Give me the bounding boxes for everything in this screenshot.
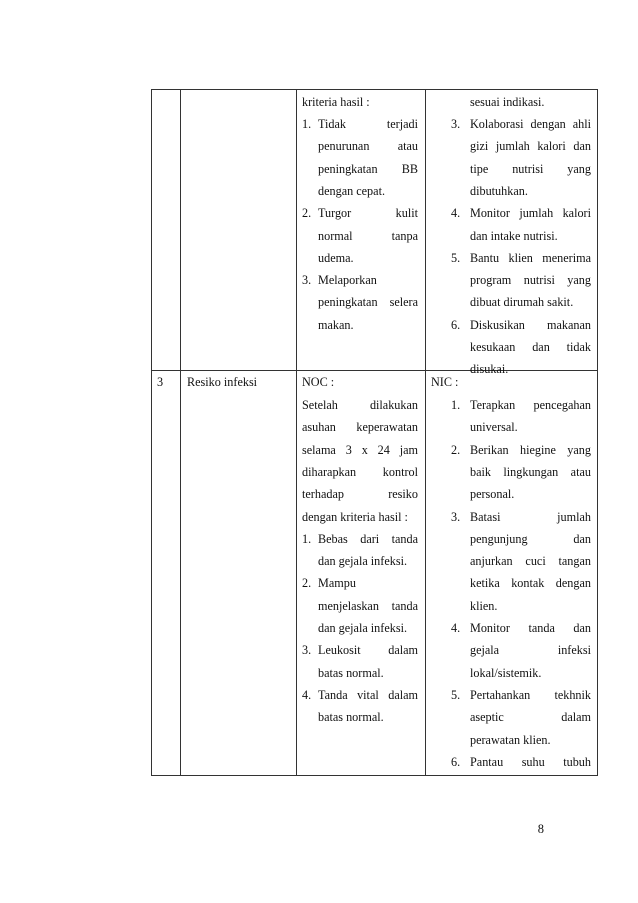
list-item-line <box>470 688 591 702</box>
word: Bantu <box>470 250 500 265</box>
list-item-line <box>470 621 591 635</box>
col-line-1 <box>180 89 181 776</box>
list-number: 5. <box>451 250 461 265</box>
word: jumlah <box>495 139 530 154</box>
word: Batasi <box>470 509 501 524</box>
list-item-line <box>318 643 418 657</box>
word: tangan <box>558 554 591 569</box>
list-item-line <box>470 398 591 412</box>
word: dengan <box>555 576 591 591</box>
word: diharapkan <box>302 464 357 479</box>
word: suhu <box>521 754 545 769</box>
noc-intro-line <box>302 487 418 501</box>
list-item-line: dan gejala infeksi. <box>318 554 408 569</box>
list-number: 6. <box>451 317 461 332</box>
list-item-line: batas normal. <box>318 665 384 680</box>
word: menerima <box>542 250 591 265</box>
word: tanda <box>528 621 555 635</box>
word: klien <box>508 250 533 265</box>
word: dan <box>573 531 591 546</box>
word: Monitor <box>470 206 510 221</box>
list-number: 6. <box>451 754 461 769</box>
word: tanda <box>391 531 418 546</box>
word: x <box>361 442 368 457</box>
word: Monitor <box>470 621 510 635</box>
word: 24 <box>377 442 390 457</box>
list-item-line <box>470 139 591 153</box>
word: atau <box>397 139 418 154</box>
noc-intro-line: dengan kriteria hasil : <box>302 509 408 524</box>
list-item-line <box>470 340 591 354</box>
list-item-line <box>318 599 418 613</box>
list-item-line <box>318 162 418 176</box>
word: asuhan <box>302 420 336 435</box>
word: jumlah <box>557 509 591 524</box>
word: pencegahan <box>533 398 591 412</box>
word: dalam <box>561 710 591 725</box>
word: terhadap <box>302 487 344 502</box>
word: dalam <box>388 643 418 658</box>
list-number: 2. <box>451 442 461 457</box>
list-number: 3. <box>302 273 312 288</box>
word: tidak <box>566 340 591 354</box>
word: Terapkan <box>470 398 516 412</box>
list-item-line: dibutuhkan. <box>470 183 528 198</box>
word: menjelaskan <box>318 598 379 613</box>
list-item-line: dan gejala infeksi. <box>318 621 408 635</box>
word: makanan <box>547 317 591 332</box>
word: Setelah <box>302 398 338 412</box>
list-item-line <box>470 510 591 524</box>
word: Kolaborasi <box>470 117 524 131</box>
word: keperawatan <box>356 420 418 435</box>
col-line-0 <box>151 89 152 776</box>
noc-intro-line <box>302 420 418 434</box>
word: dalam <box>388 687 418 702</box>
list-item-line <box>470 554 591 568</box>
word: dan <box>573 621 591 635</box>
list-item-line <box>470 273 591 287</box>
list-item-line <box>318 117 418 131</box>
list-number: 5. <box>451 687 461 702</box>
list-item-line: Mampu <box>318 576 356 591</box>
list-item-line <box>318 532 418 546</box>
list-item-line <box>470 576 591 590</box>
list-item-line <box>470 465 591 479</box>
list-number: 4. <box>451 206 461 221</box>
word: resiko <box>388 487 418 502</box>
word: yang <box>567 161 591 176</box>
list-item-line: personal. <box>470 487 515 502</box>
list-item-line <box>470 443 591 457</box>
word: selama <box>302 442 336 457</box>
row3-number: 3 <box>157 375 164 389</box>
list-item-line <box>470 206 591 220</box>
word: anjurkan <box>470 554 513 569</box>
word: kontak <box>511 576 545 591</box>
word: tanpa <box>391 228 418 243</box>
word: nutrisi <box>523 273 555 288</box>
word: normal <box>318 228 353 243</box>
list-item-line: Melaporkan <box>318 273 377 288</box>
word: BB <box>401 161 418 176</box>
list-item-line: dengan cepat. <box>318 183 385 198</box>
word: jam <box>399 442 418 457</box>
list-item-line <box>318 688 418 702</box>
list-number: 1. <box>302 117 312 131</box>
word: kalori <box>537 139 566 154</box>
word: Tidak <box>318 117 346 131</box>
word: dari <box>360 531 380 546</box>
word: tanda <box>391 598 418 613</box>
word: jumlah <box>519 206 554 221</box>
word: terjadi <box>386 117 418 131</box>
word: peningkatan <box>318 161 378 176</box>
list-number: 4. <box>302 687 312 702</box>
word: tubuh <box>563 754 591 769</box>
word: dengan <box>530 117 566 131</box>
list-item-line <box>470 251 591 265</box>
word: Bebas <box>318 531 348 546</box>
list-item-line <box>470 318 591 332</box>
list-number: 4. <box>451 621 461 635</box>
list-number: 1. <box>302 531 312 546</box>
cell-heading: NIC : <box>431 375 459 389</box>
list-item-line: lokal/sistemik. <box>470 665 542 680</box>
cell-heading: NOC : <box>302 375 335 389</box>
word: penurunan <box>318 139 370 154</box>
list-item-line <box>318 295 418 309</box>
list-item-line: batas normal. <box>318 710 384 725</box>
list-item-line <box>470 710 591 724</box>
row3-diagnosis: Resiko infeksi <box>187 375 258 389</box>
noc-intro-line <box>302 398 418 412</box>
word: tipe <box>470 161 489 176</box>
word: Turgor <box>318 206 352 221</box>
list-number: 3. <box>451 117 461 131</box>
word: atau <box>570 464 591 479</box>
word: Leukosit <box>318 643 361 658</box>
word: dan <box>573 139 591 154</box>
list-item-line: dan intake nutrisi. <box>470 228 558 243</box>
word: kontrol <box>382 464 418 479</box>
list-item-line <box>470 643 591 657</box>
word: aseptic <box>470 710 504 725</box>
word: gizi <box>470 139 489 154</box>
list-item-line: disukai. <box>470 362 509 377</box>
list-number: 2. <box>302 576 312 591</box>
col-line-3 <box>425 89 426 776</box>
word: kulit <box>395 206 418 221</box>
page-number: 8 <box>537 822 544 836</box>
word: pengunjung <box>470 531 528 546</box>
list-item-line: dibuat dirumah sakit. <box>470 295 574 310</box>
table-bottom-border <box>151 775 598 776</box>
word: ketika <box>470 576 500 591</box>
list-number: 3. <box>451 509 461 524</box>
list-item-line <box>318 229 418 243</box>
word: gejala <box>470 643 500 658</box>
word: baik <box>470 464 491 479</box>
list-item-line <box>470 117 591 131</box>
word: ahli <box>572 117 591 131</box>
list-item-line: perawatan klien. <box>470 732 551 747</box>
word: yang <box>567 442 591 457</box>
list-item-line <box>318 206 418 220</box>
word: kesukaan <box>470 340 516 354</box>
list-number: 2. <box>302 206 312 221</box>
noc-intro-line <box>302 443 418 457</box>
col-line-4 <box>597 89 598 776</box>
word: peningkatan <box>318 295 378 310</box>
list-number: 1. <box>451 398 461 412</box>
list-item-line <box>470 755 591 769</box>
word: dan <box>532 340 550 354</box>
word: nutrisi <box>512 161 544 176</box>
list-item-line: klien. <box>470 598 498 613</box>
list-item-line <box>470 532 591 546</box>
word: kalori <box>562 206 591 221</box>
word: lingkungan <box>503 464 559 479</box>
list-item-line: udema. <box>318 250 354 265</box>
col-line-2 <box>296 89 297 776</box>
word: vital <box>357 687 379 702</box>
word: tekhnik <box>554 687 591 702</box>
list-number: 3. <box>302 643 312 658</box>
word: program <box>470 273 512 288</box>
list-item-line: makan. <box>318 317 354 332</box>
list-item-line: universal. <box>470 420 518 435</box>
row-divider <box>151 370 598 371</box>
noc-intro-line <box>302 465 418 479</box>
table-top-border <box>151 89 598 90</box>
word: Berikan <box>470 442 509 457</box>
word: dilakukan <box>369 398 418 412</box>
word: yang <box>567 273 591 288</box>
word: infeksi <box>557 643 591 658</box>
word: 3 <box>345 442 352 457</box>
list-item-line <box>470 162 591 176</box>
word: hiegine <box>520 442 556 457</box>
word: Pantau <box>470 754 504 769</box>
word: selera <box>389 295 418 310</box>
list-item-line <box>318 139 418 153</box>
word: Pertahankan <box>470 687 531 702</box>
cell-heading: sesuai indikasi. <box>470 95 545 109</box>
cell-heading: kriteria hasil : <box>302 95 370 109</box>
word: Diskusikan <box>470 317 525 332</box>
word: Tanda <box>318 687 348 702</box>
word: cuci <box>525 554 546 569</box>
